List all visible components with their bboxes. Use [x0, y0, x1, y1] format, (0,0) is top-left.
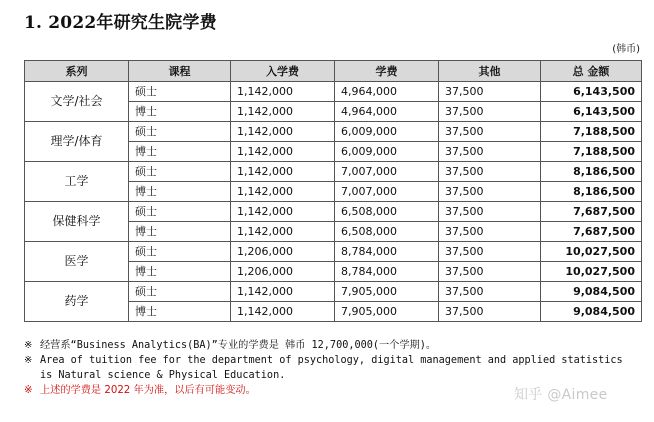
total-cell: 9,084,500: [541, 282, 642, 302]
other-cell: 37,500: [439, 302, 541, 322]
note-mark: ※: [24, 385, 33, 396]
table-row: [25, 282, 642, 302]
dept-cell: 理学/体育: [25, 122, 129, 162]
tuition-cell: 7,007,000: [335, 162, 439, 182]
admission-cell: 1,142,000: [231, 302, 335, 322]
other-cell: 37,500: [439, 202, 541, 222]
page-title: 1. 2022年研究生院学费: [24, 13, 217, 33]
dept-cell: 保健科学: [25, 202, 129, 242]
tuition-cell: 8,784,000: [335, 242, 439, 262]
total-cell: 7,687,500: [541, 222, 642, 242]
total-cell: 9,084,500: [541, 302, 642, 322]
total-cell: 10,027,500: [541, 262, 642, 282]
course-cell: 博士: [129, 222, 231, 242]
tuition-cell: 7,905,000: [335, 282, 439, 302]
course-cell: 硕士: [129, 162, 231, 182]
table-row: [25, 162, 642, 182]
total-cell: 7,188,500: [541, 122, 642, 142]
tuition-table: [24, 60, 642, 322]
admission-cell: 1,142,000: [231, 82, 335, 102]
total-cell: 8,186,500: [541, 182, 642, 202]
course-cell: 博士: [129, 182, 231, 202]
tuition-cell: 6,009,000: [335, 122, 439, 142]
header-total: 总 金额: [541, 61, 642, 82]
admission-cell: 1,142,000: [231, 182, 335, 202]
dept-cell: 文学/社会: [25, 82, 129, 122]
footnote-area-of-fee: [24, 353, 634, 383]
header-admission: 入学费: [231, 61, 335, 82]
header-other: 其他: [439, 61, 541, 82]
other-cell: 37,500: [439, 242, 541, 262]
admission-cell: 1,142,000: [231, 102, 335, 122]
other-cell: 37,500: [439, 102, 541, 122]
tuition-cell: 6,508,000: [335, 202, 439, 222]
note-mark: ※: [24, 340, 33, 351]
course-cell: 硕士: [129, 282, 231, 302]
admission-cell: 1,142,000: [231, 222, 335, 242]
total-cell: 10,027,500: [541, 242, 642, 262]
header-dept: 系列: [25, 61, 129, 82]
note-mark: ※: [24, 355, 33, 366]
footnote-ba-tuition: [24, 338, 634, 353]
other-cell: 37,500: [439, 82, 541, 102]
other-cell: 37,500: [439, 222, 541, 242]
admission-cell: 1,206,000: [231, 242, 335, 262]
footnote-text: Area of tuition fee for the department of psychology, digital management and applied statistics is Natural science & Physical Education.: [40, 355, 623, 381]
tuition-cell: 6,508,000: [335, 222, 439, 242]
header-tuition: 学费: [335, 61, 439, 82]
tuition-cell: 7,007,000: [335, 182, 439, 202]
course-cell: 硕士: [129, 122, 231, 142]
footnote-text: 上述的学费是 2022 年为准，以后有可能变动。: [40, 385, 256, 396]
total-cell: 6,143,500: [541, 82, 642, 102]
admission-cell: 1,142,000: [231, 282, 335, 302]
header-course: 课程: [129, 61, 231, 82]
admission-cell: 1,142,000: [231, 142, 335, 162]
other-cell: 37,500: [439, 182, 541, 202]
admission-cell: 1,142,000: [231, 162, 335, 182]
other-cell: 37,500: [439, 162, 541, 182]
admission-cell: 1,142,000: [231, 202, 335, 222]
other-cell: 37,500: [439, 122, 541, 142]
other-cell: 37,500: [439, 262, 541, 282]
total-cell: 7,188,500: [541, 142, 642, 162]
table-row: [25, 202, 642, 222]
currency-note: (韩币): [612, 44, 640, 55]
tuition-cell: 4,964,000: [335, 102, 439, 122]
dept-cell: 医学: [25, 242, 129, 282]
course-cell: 博士: [129, 102, 231, 122]
course-cell: 博士: [129, 142, 231, 162]
watermark: 知乎 @Aimee: [514, 387, 608, 403]
footnote-text: 经营系“Business Analytics(BA)”专业的学费是 韩币 12,700,000(一个学期)。: [40, 340, 437, 351]
table-header-row: [25, 61, 642, 82]
course-cell: 硕士: [129, 82, 231, 102]
other-cell: 37,500: [439, 142, 541, 162]
course-cell: 博士: [129, 262, 231, 282]
course-cell: 博士: [129, 302, 231, 322]
table-row: [25, 122, 642, 142]
dept-cell: 药学: [25, 282, 129, 322]
total-cell: 8,186,500: [541, 162, 642, 182]
tuition-cell: 7,905,000: [335, 302, 439, 322]
total-cell: 6,143,500: [541, 102, 642, 122]
other-cell: 37,500: [439, 282, 541, 302]
tuition-cell: 8,784,000: [335, 262, 439, 282]
table-row: [25, 82, 642, 102]
admission-cell: 1,206,000: [231, 262, 335, 282]
admission-cell: 1,142,000: [231, 122, 335, 142]
course-cell: 硕士: [129, 242, 231, 262]
tuition-cell: 4,964,000: [335, 82, 439, 102]
course-cell: 硕士: [129, 202, 231, 222]
tuition-cell: 6,009,000: [335, 142, 439, 162]
dept-cell: 工学: [25, 162, 129, 202]
table-row: [25, 242, 642, 262]
total-cell: 7,687,500: [541, 202, 642, 222]
